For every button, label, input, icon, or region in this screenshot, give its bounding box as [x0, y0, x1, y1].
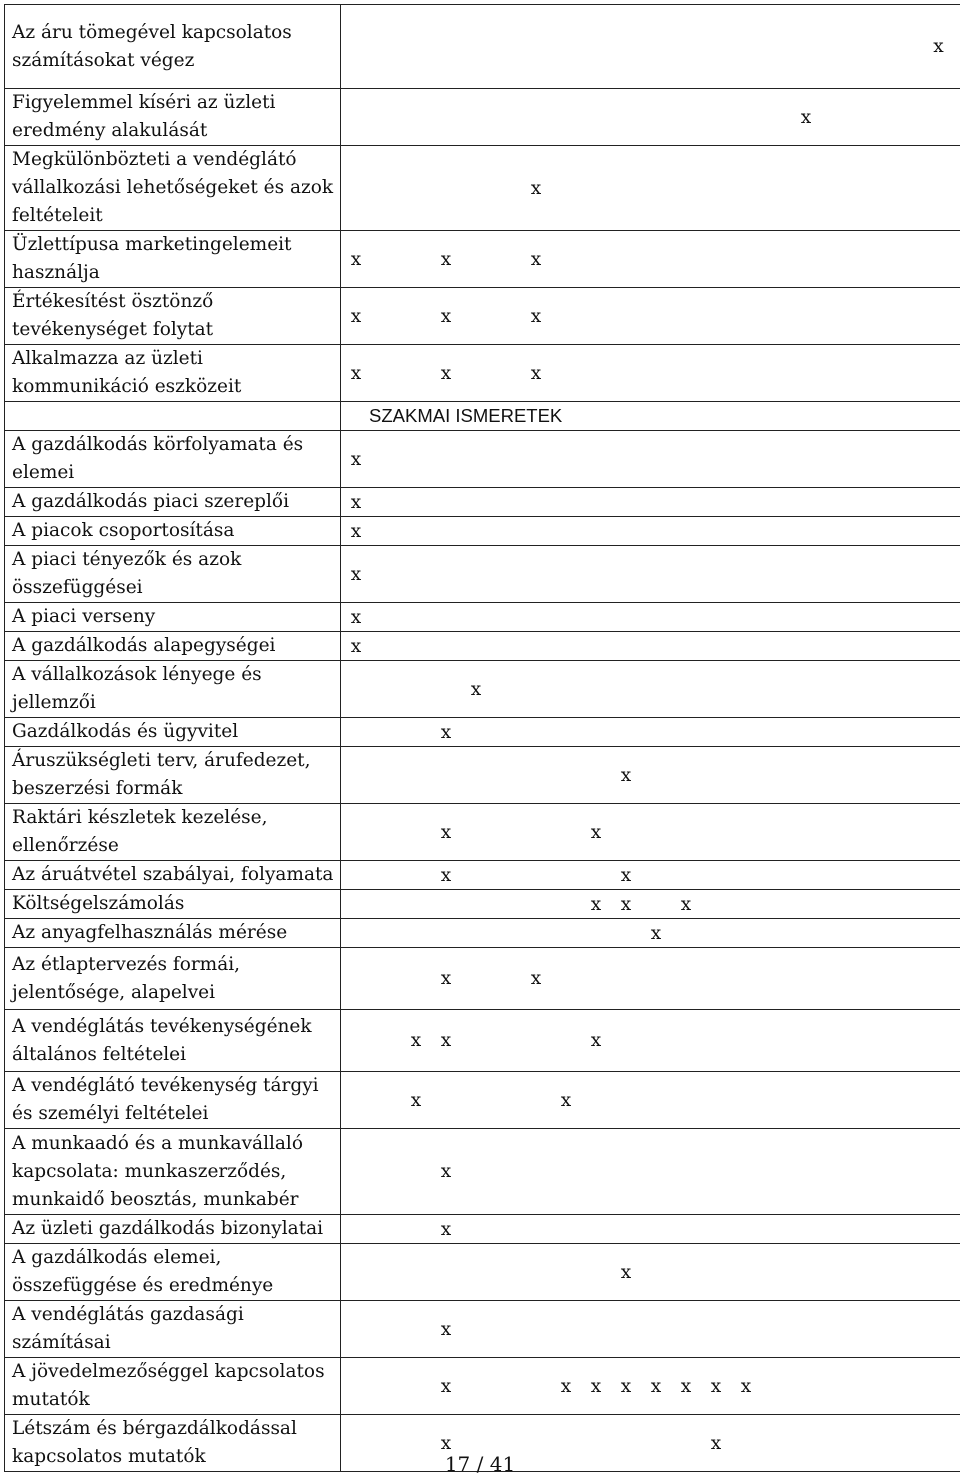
competency-row [5, 5, 960, 89]
knowledge-row [5, 919, 960, 948]
row-label: Az üzleti gazdálkodás bizonylatai [5, 1215, 341, 1244]
row-label: Az étlaptervezés formái, jelentősége, alapelvei [5, 948, 341, 1010]
row-label: A munkaadó és a munkavállaló kapcsolata: munkaszerződés, munkaidő beosztás, munkabér [5, 1129, 341, 1215]
mark-x: x [350, 563, 362, 585]
mark-x: x [620, 864, 632, 886]
mark-area [341, 1358, 960, 1415]
row-label: Áruszükségleti terv, árufedezet, beszerzési formák [5, 747, 341, 804]
knowledge-row [5, 632, 960, 661]
knowledge-row [5, 747, 960, 804]
mark-x: x [620, 893, 632, 915]
mark-x: x [590, 893, 602, 915]
mark-x: x [440, 864, 452, 886]
knowledge-row [5, 1244, 960, 1301]
mark-x: x [560, 1375, 572, 1397]
mark-area [341, 1010, 960, 1072]
row-label: Alkalmazza az üzleti kommunikáció eszközeit [5, 345, 341, 402]
section-header-row [5, 402, 960, 431]
mark-area [341, 1072, 960, 1129]
mark-x: x [440, 248, 452, 270]
mark-area [341, 231, 960, 288]
mark-x: x [350, 491, 362, 513]
row-label: A piacok csoportosítása [5, 517, 341, 546]
knowledge-row [5, 1358, 960, 1415]
mark-x: x [680, 893, 692, 915]
mark-x: x [440, 1030, 452, 1051]
row-label: A gazdálkodás elemei, összefüggése és eredménye [5, 1244, 341, 1301]
mark-x: x [350, 606, 362, 628]
knowledge-row [5, 1129, 960, 1215]
competency-row [5, 345, 960, 402]
knowledge-row [5, 861, 960, 890]
row-label: Értékesítést ösztönző tevékenységet folytat [5, 288, 341, 345]
knowledge-row [5, 1010, 960, 1072]
mark-x: x [590, 1375, 602, 1397]
mark-area [341, 603, 960, 632]
mark-x: x [530, 177, 542, 199]
knowledge-row [5, 546, 960, 603]
mark-area [341, 1244, 960, 1301]
row-label: Létszám és bérgazdálkodással kapcsolatos mutatók [5, 1415, 341, 1472]
row-label: Üzlettípusa marketingelemeit használja [5, 231, 341, 288]
mark-x: x [800, 106, 812, 128]
mark-area [341, 1215, 960, 1244]
mark-x: x [440, 1375, 452, 1397]
mark-x: x [530, 968, 542, 989]
row-label: Megkülönbözteti a vendéglátó vállalkozási lehetőségeket és azok feltételeit [5, 146, 341, 231]
row-label: Figyelemmel kíséri az üzleti eredmény alakulását [5, 89, 341, 146]
mark-x: x [530, 248, 542, 270]
mark-area [341, 1129, 960, 1215]
knowledge-row [5, 1215, 960, 1244]
knowledge-row [5, 890, 960, 919]
competency-matrix [4, 4, 955, 1472]
knowledge-row [5, 517, 960, 546]
row-label: A vállalkozások lényege és jellemzői [5, 661, 341, 718]
mark-x: x [590, 1030, 602, 1051]
mark-x: x [560, 1089, 572, 1111]
mark-area [341, 948, 960, 1010]
row-label: Költségelszámolás [5, 890, 341, 919]
header-blank [5, 402, 341, 431]
mark-area [341, 546, 960, 603]
mark-x: x [440, 968, 452, 989]
mark-area [341, 632, 960, 661]
row-label: Raktári készletek kezelése, ellenőrzése [5, 804, 341, 861]
mark-x: x [620, 1375, 632, 1397]
mark-area [341, 288, 960, 345]
mark-area [341, 1301, 960, 1358]
mark-x: x [350, 520, 362, 542]
mark-area [341, 146, 960, 231]
knowledge-row [5, 718, 960, 747]
knowledge-row [5, 603, 960, 632]
row-label: A jövedelmezőséggel kapcsolatos mutatók [5, 1358, 341, 1415]
mark-x: x [590, 821, 602, 843]
mark-area [341, 861, 960, 890]
mark-x: x [440, 305, 452, 327]
row-label: A vendéglátás gazdasági számításai [5, 1301, 341, 1358]
mark-area [341, 661, 960, 718]
competency-row [5, 89, 960, 146]
competency-row [5, 146, 960, 231]
row-label: A piaci tényezők és azok összefüggései [5, 546, 341, 603]
mark-x: x [410, 1030, 422, 1051]
mark-x: x [710, 1375, 722, 1397]
page-number: 17 / 41 [444, 1452, 516, 1476]
mark-area [341, 345, 960, 402]
row-label: A gazdálkodás körfolyamata és elemei [5, 431, 341, 488]
mark-x: x [530, 362, 542, 384]
mark-area [341, 804, 960, 861]
mark-area [341, 431, 960, 488]
mark-x: x [350, 635, 362, 657]
mark-area [341, 718, 960, 747]
knowledge-row [5, 804, 960, 861]
mark-area [341, 89, 960, 146]
row-label: Az anyagfelhasználás mérése [5, 919, 341, 948]
mark-x: x [440, 1432, 452, 1454]
knowledge-row [5, 1301, 960, 1358]
mark-x: x [440, 362, 452, 384]
mark-area [341, 517, 960, 546]
mark-x: x [350, 362, 362, 384]
row-label: Az áru tömegével kapcsolatos számításokat végez [5, 5, 341, 89]
row-label: Gazdálkodás és ügyvitel [5, 718, 341, 747]
mark-x: x [620, 1261, 632, 1283]
mark-x: x [440, 1318, 452, 1340]
mark-area [341, 890, 960, 919]
mark-area [341, 919, 960, 948]
mark-x: x [680, 1375, 692, 1397]
mark-x: x [440, 821, 452, 843]
mark-x: x [650, 922, 662, 944]
mark-x: x [933, 36, 944, 57]
knowledge-row [5, 1072, 960, 1129]
mark-area [341, 5, 960, 89]
row-label: A gazdálkodás alapegységei [5, 632, 341, 661]
row-label: A piaci verseny [5, 603, 341, 632]
row-label: Az áruátvétel szabályai, folyamata [5, 861, 341, 890]
mark-x: x [740, 1375, 752, 1397]
mark-x: x [350, 448, 362, 470]
mark-x: x [350, 305, 362, 327]
mark-x: x [530, 305, 542, 327]
mark-x: x [710, 1432, 722, 1454]
row-label: A vendéglátó tevékenység tárgyi és személyi feltételei [5, 1072, 341, 1129]
section-header: SZAKMAI ISMERETEK [341, 402, 960, 431]
mark-x: x [650, 1375, 662, 1397]
mark-area [341, 488, 960, 517]
mark-x: x [470, 678, 482, 700]
mark-x: x [410, 1089, 422, 1111]
mark-area [341, 747, 960, 804]
row-label: A vendéglátás tevékenységének általános feltételei [5, 1010, 341, 1072]
mark-x: x [440, 1218, 452, 1240]
mark-x: x [440, 1161, 452, 1182]
knowledge-row [5, 948, 960, 1010]
mark-x: x [440, 721, 452, 743]
knowledge-row [5, 431, 960, 488]
knowledge-row [5, 488, 960, 517]
knowledge-row [5, 661, 960, 718]
mark-x: x [350, 248, 362, 270]
competency-table [4, 4, 960, 1472]
row-label: A gazdálkodás piaci szereplői [5, 488, 341, 517]
mark-x: x [620, 764, 632, 786]
competency-row [5, 288, 960, 345]
competency-row [5, 231, 960, 288]
